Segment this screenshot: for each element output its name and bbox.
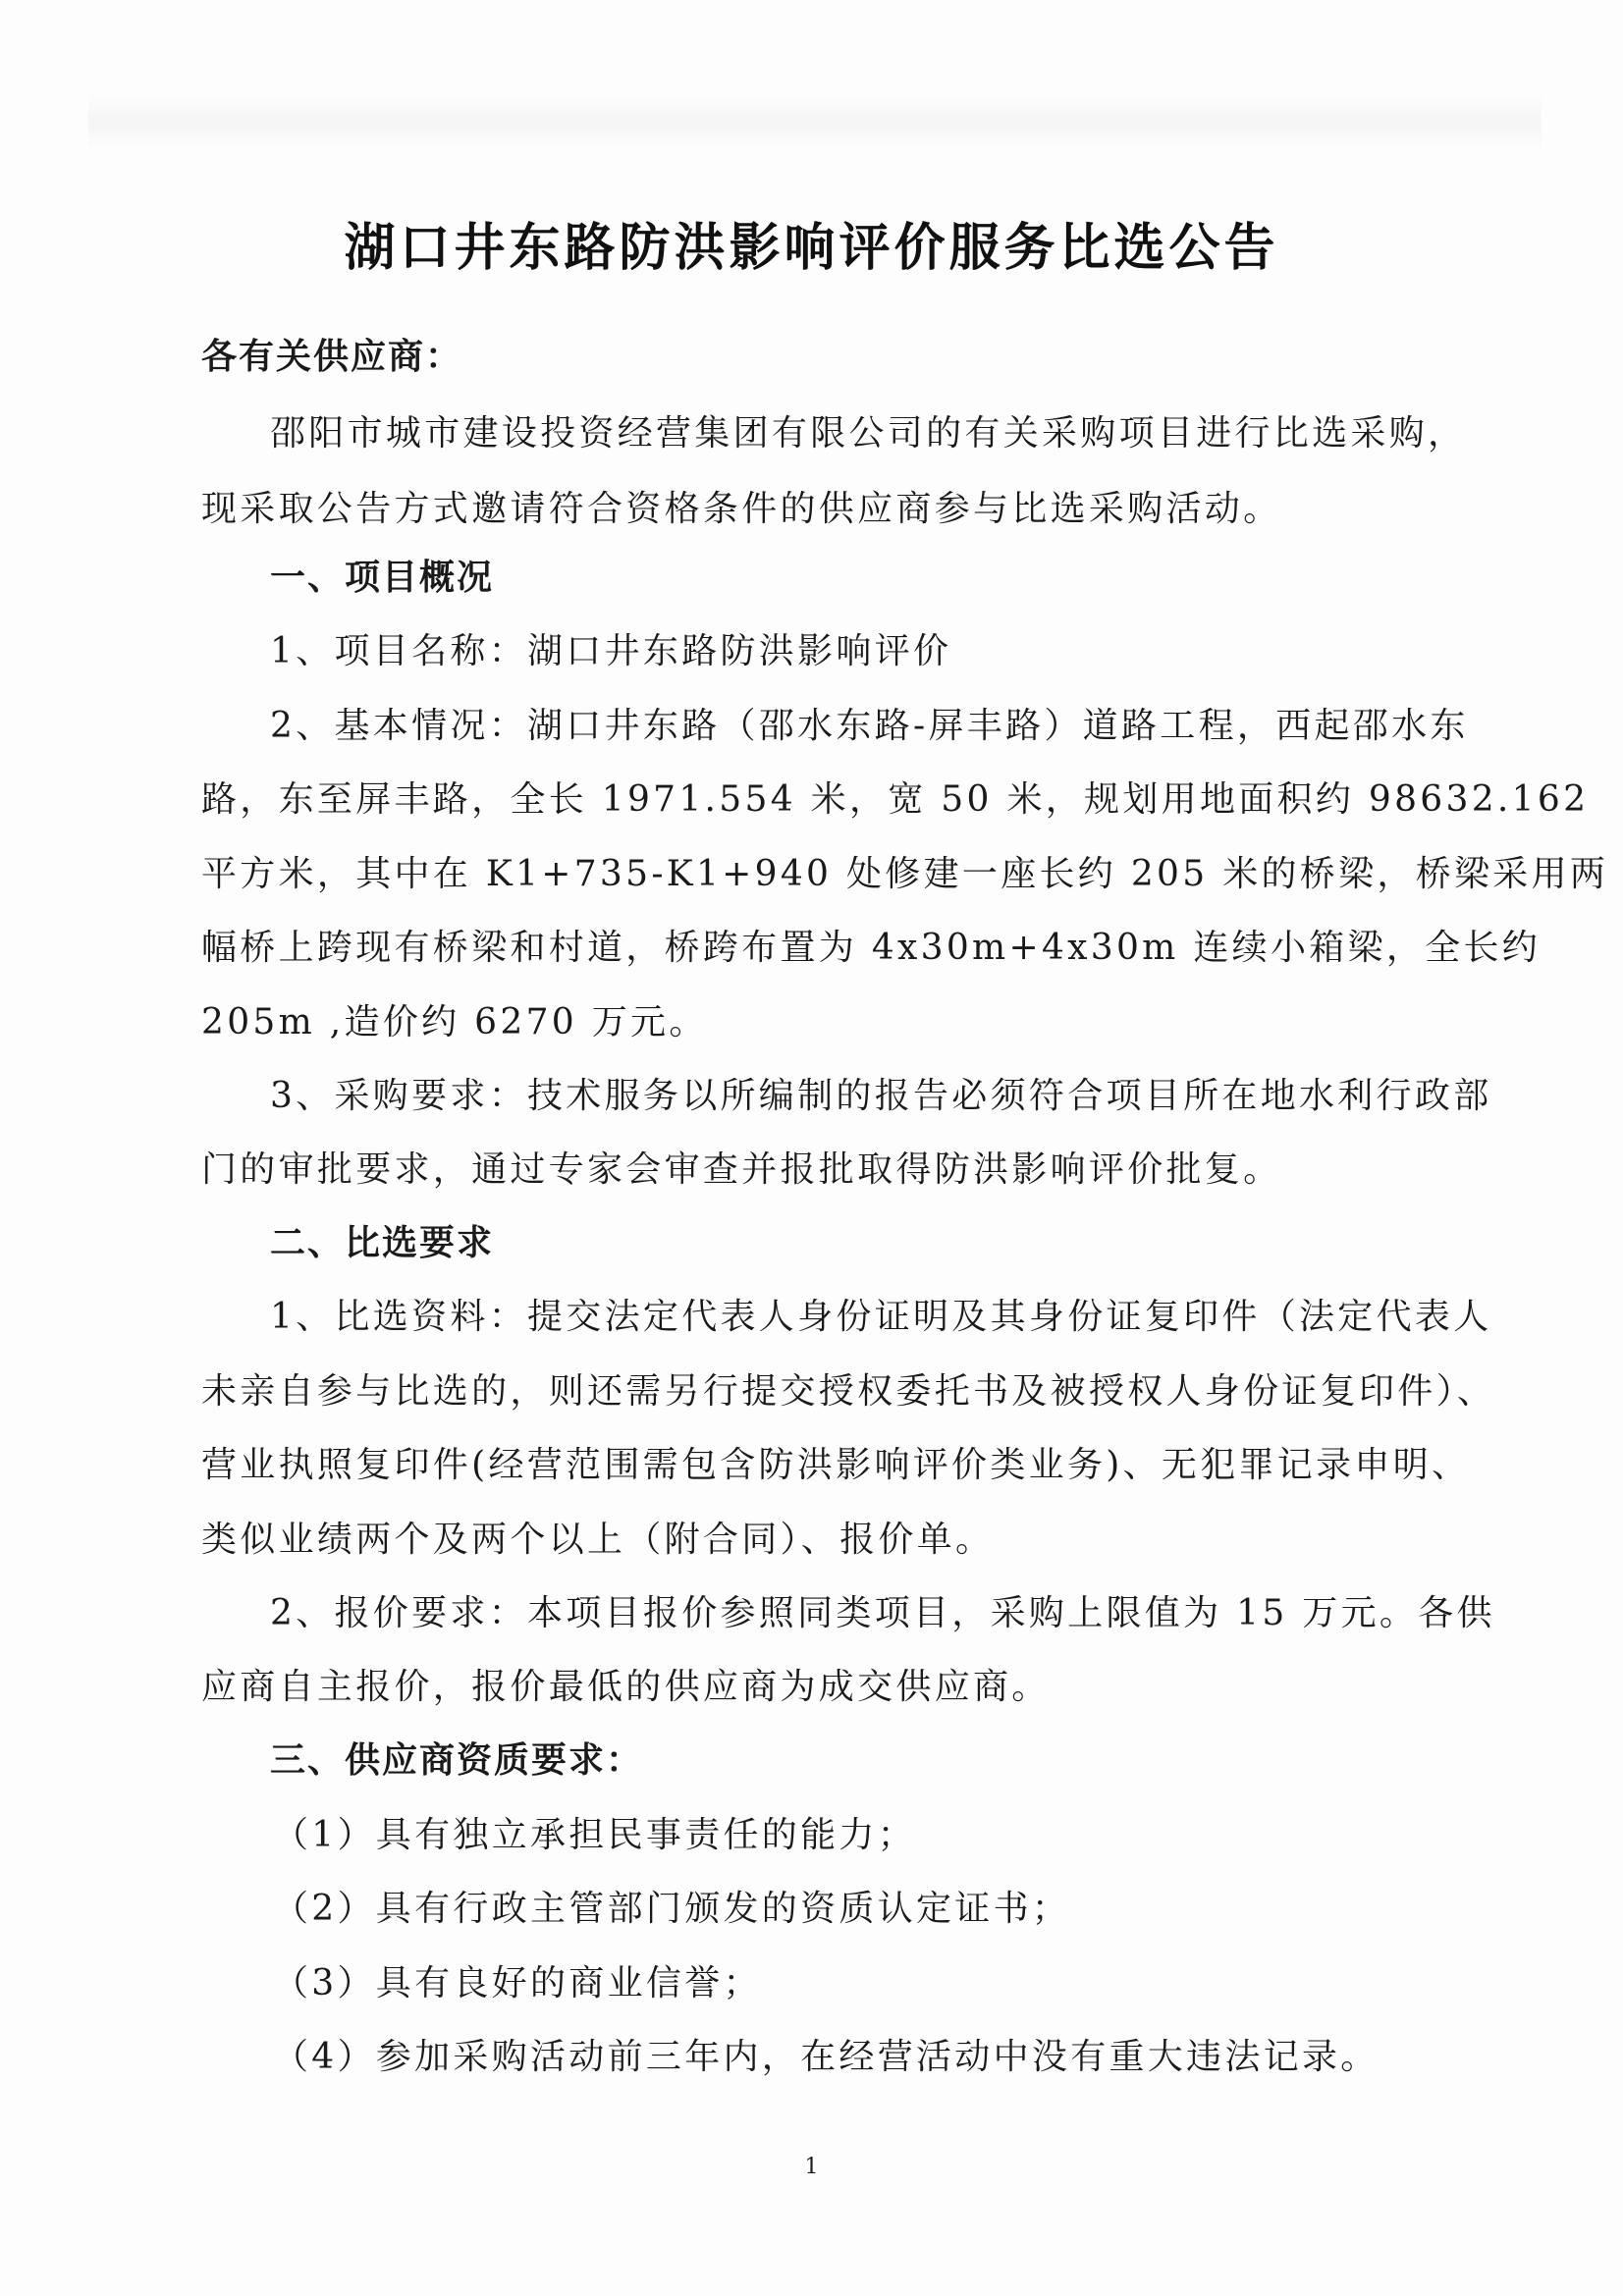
section-1-item-2-line-4: 幅桥上跨现有桥梁和村道，桥跨布置为 4x30m+4x30m 连续小箱梁，全长约 <box>201 928 1542 968</box>
section-3-item-4: （4）参加采购活动前三年内，在经营活动中没有重大违法记录。 <box>273 2037 1380 2077</box>
section-3-item-3: （3）具有良好的商业信誉； <box>273 1963 762 2003</box>
section-2-item-2-line-2: 应商自主报价，报价最低的供应商为成交供应商。 <box>201 1667 1051 1707</box>
salutation: 各有关供应商： <box>201 337 463 377</box>
section-2-heading: 二、比选要求 <box>270 1223 495 1263</box>
section-3-heading: 三、供应商资质要求： <box>270 1740 644 1781</box>
section-2-item-2-line-1: 2、报价要求：本项目报价参照同类项目，采购上限值为 15 万元。各供 <box>270 1593 1495 1633</box>
section-1-item-1: 1、项目名称：湖口井东路防洪影响评价 <box>270 631 952 671</box>
section-1-item-3-line-1: 3、采购要求：技术服务以所编制的报告必须符合项目所在地水利行政部 <box>270 1076 1492 1116</box>
section-1-item-3-line-2: 门的审批要求，通过专家会审查并报批取得防洪影响评价批复。 <box>201 1149 1282 1190</box>
section-1-item-2-line-2: 路，东至屏丰路，全长 1971.554 米，宽 50 米，规划用地面积约 98632.162 <box>201 779 1590 820</box>
page-number: 1 <box>804 2155 819 2179</box>
intro-line-2: 现采取公告方式邀请符合资格条件的供应商参与比选采购活动。 <box>201 489 1282 529</box>
scan-artifact <box>88 93 1542 152</box>
section-3-item-2: （2）具有行政主管部门颁发的资质认定证书； <box>273 1889 1071 1929</box>
section-3-item-1: （1）具有独立承担民事责任的能力； <box>273 1815 917 1855</box>
section-2-item-1-line-4: 类似业绩两个及两个以上（附合同）、报价单。 <box>201 1520 995 1560</box>
section-1-item-2-line-3: 平方米，其中在 K1+735-K1+940 处修建一座长约 205 米的桥梁，桥梁采用两 <box>201 854 1609 894</box>
section-1-item-2-line-1: 2、基本情况：湖口井东路（邵水东路-屏丰路）道路工程，西起邵水东 <box>270 706 1469 746</box>
section-2-item-1-line-2: 未亲自参与比选的，则还需另行提交授权委托书及被授权人身份证复印件）、 <box>201 1371 1496 1412</box>
section-2-item-1-line-3: 营业执照复印件(经营范围需包含防洪影响评价类业务)、无犯罪记录申明、 <box>201 1445 1471 1485</box>
document-title: 湖口井东路防洪影响评价服务比选公告 <box>344 219 1279 278</box>
section-2-item-1-line-1: 1、比选资料：提交法定代表人身份证明及其身份证复印件（法定代表人 <box>270 1297 1492 1337</box>
intro-line-1: 邵阳市城市建设投资经营集团有限公司的有关采购项目进行比选采购， <box>270 413 1467 454</box>
section-1-heading: 一、项目概况 <box>270 558 495 598</box>
section-1-item-2-line-5: 205m ,造价约 6270 万元。 <box>201 1002 708 1042</box>
